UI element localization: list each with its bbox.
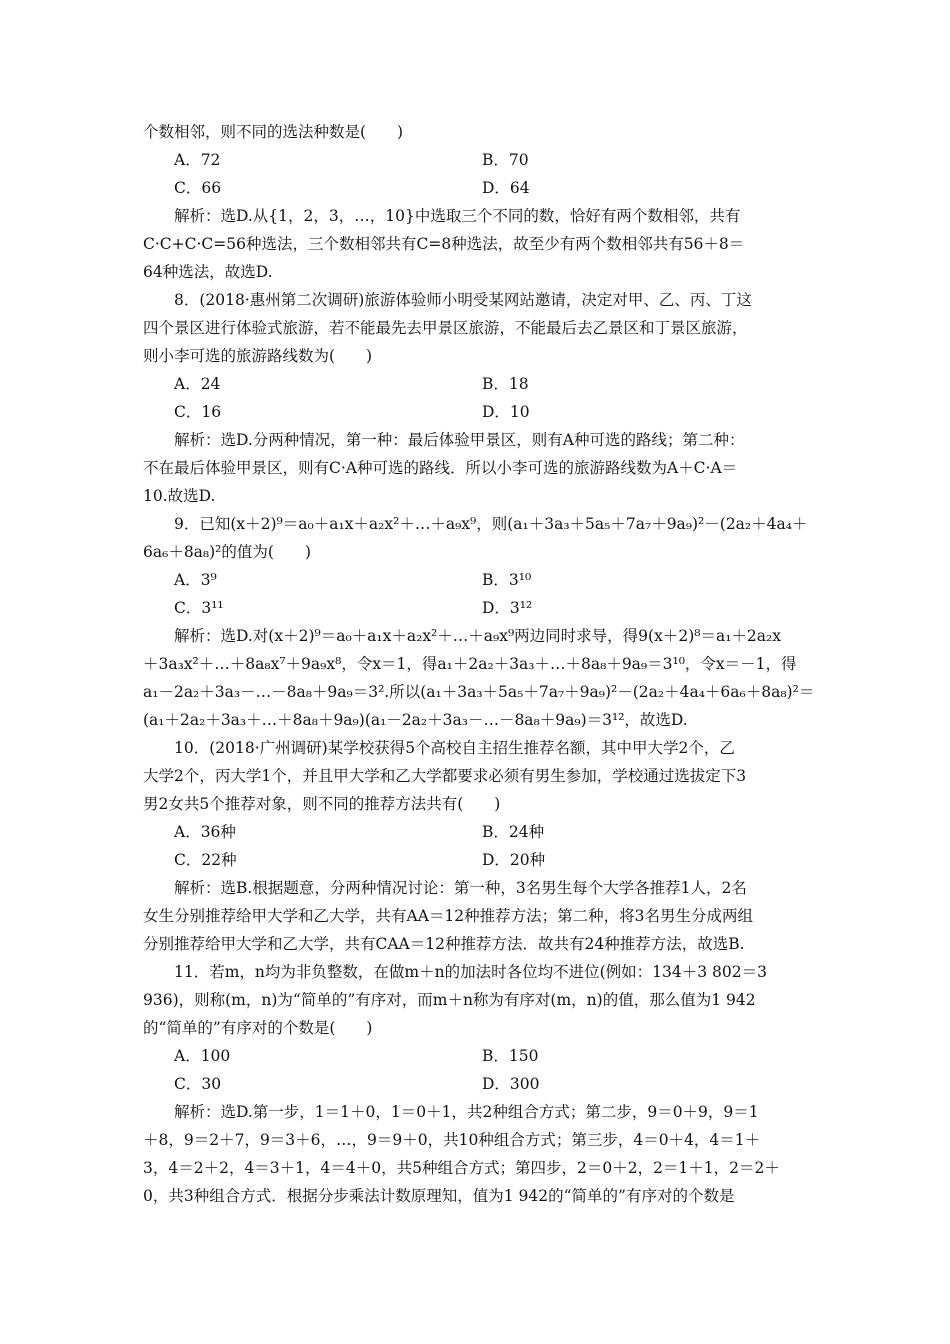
- question-10-stem: 大学2个，丙大学1个，并且甲大学和乙大学都要求必须有男生参加，学校通过选拔定下3: [143, 767, 747, 785]
- question-10-stem: 男2女共5个推荐对象，则不同的推荐方法共有( ): [143, 795, 501, 813]
- analysis-line: 分别推荐给甲大学和乙大学，共有CAA＝12种推荐方法．故共有24种推荐方法，故选B.: [143, 935, 745, 953]
- options-row: [143, 370, 811, 398]
- options-row: [143, 818, 811, 846]
- analysis-line: 0，共3种组合方式．根据分步乘法计数原理知，值为1 942的“简单的”有序对的个数是: [143, 1187, 735, 1205]
- option-c: C．30: [174, 1075, 222, 1093]
- analysis-line: ＋8，9＝2＋7，9＝3＋6，…，9＝9＋0，共10种组合方式；第三步，4＝0＋4，4＝1＋: [143, 1131, 761, 1149]
- question-11-stem: 的“简单的”有序对的个数是( ): [143, 1019, 373, 1037]
- option-d: D．3¹²: [482, 599, 533, 617]
- option-b: B．150: [482, 1047, 539, 1065]
- question-9-stem: 9．已知(x＋2)⁹＝a₀＋a₁x＋a₂x²＋…＋a₉x⁹，则(a₁＋3a₃＋5a₅＋7a₇＋9a₉)²－(2a₂＋4a₄＋: [174, 515, 808, 533]
- option-c: C．3¹¹: [174, 599, 224, 617]
- option-c: C．16: [174, 403, 222, 421]
- options-row: [143, 566, 811, 594]
- intro-line: 个数相邻，则不同的选法种数是( ): [143, 123, 404, 141]
- options-row: [143, 1070, 811, 1098]
- question-8-stem: 8．(2018·惠州第二次调研)旅游体验师小明受某网站邀请，决定对甲、乙、丙、丁这: [174, 291, 752, 309]
- options-row: [143, 846, 811, 874]
- option-c: C．66: [174, 179, 222, 197]
- analysis-line: 解析：选D.第一步，1＝1＋0，1＝0＋1，共2种组合方式；第二步，9＝0＋9，9＝1: [174, 1103, 759, 1121]
- question-8-stem: 四个景区进行体验式旅游，若不能最先去甲景区旅游，不能最后去乙景区和丁景区旅游，: [143, 319, 748, 337]
- options-row: [143, 1042, 811, 1070]
- options-row: [143, 146, 811, 174]
- analysis-line: 解析：选B.根据题意，分两种情况讨论：第一种，3名男生每个大学各推荐1人，2名: [174, 879, 747, 897]
- analysis-line: 解析：选D.分两种情况，第一种：最后体验甲景区，则有A种可选的路线；第二种：: [174, 431, 745, 449]
- analysis-line: a₁－2a₂＋3a₃－…－8a₈＋9a₉＝3².所以(a₁＋3a₃＋5a₅＋7a₇＋9a₉)²－(2a₂＋4a₄＋6a₆＋8a₈)²＝: [143, 683, 815, 701]
- analysis-line: 解析：选D.对(x＋2)⁹＝a₀＋a₁x＋a₂x²＋…＋a₉x⁹两边同时求导，得9(x＋2)⁸＝a₁＋2a₂x: [174, 627, 781, 645]
- option-b: B．3¹⁰: [482, 571, 532, 589]
- analysis-line: 解析：选D.从{1，2，3，…，10}中选取三个不同的数，恰好有两个数相邻，共有: [174, 207, 741, 225]
- question-10-stem: 10．(2018·广州调研)某学校获得5个高校自主招生推荐名额，其中甲大学2个，乙: [174, 739, 735, 757]
- analysis-line: 不在最后体验甲景区，则有C·A种可选的路线．所以小李可选的旅游路线数为A＋C·A＝: [143, 459, 738, 477]
- option-b: B．70: [482, 151, 529, 169]
- question-11-stem: 936)，则称(m，n)为“简单的”有序对，而m＋n称为有序对(m，n)的值，那么值为1 942: [143, 991, 756, 1009]
- option-a: A．72: [174, 151, 221, 169]
- option-b: B．18: [482, 375, 529, 393]
- option-a: A．100: [174, 1047, 231, 1065]
- option-c: C．22种: [174, 851, 237, 869]
- analysis-line: 64种选法，故选D.: [143, 263, 273, 281]
- option-d: D．300: [482, 1075, 540, 1093]
- analysis-line: 10.故选D.: [143, 487, 216, 505]
- option-d: D．10: [482, 403, 530, 421]
- question-8-stem: 则小李可选的旅游路线数为( ): [143, 347, 373, 365]
- analysis-line: (a₁＋2a₂＋3a₃＋…＋8a₈＋9a₉)(a₁－2a₂＋3a₃－…－8a₈＋9a₉)＝3¹²，故选D.: [143, 711, 688, 729]
- question-11-stem: 11．若m，n均为非负整数，在做m＋n的加法时各位均不进位(例如：134＋3 802＝3: [174, 963, 767, 981]
- question-9-stem: 6a₆＋8a₈)²的值为( ): [143, 543, 311, 561]
- content-column: [143, 118, 815, 1210]
- options-row: [143, 398, 811, 426]
- options-row: [143, 594, 811, 622]
- analysis-line: C·C+C·C=56种选法，三个数相邻共有C=8种选法，故至少有两个数相邻共有56＋8＝: [143, 235, 745, 253]
- option-d: D．20种: [482, 851, 546, 869]
- option-b: B．24种: [482, 823, 545, 841]
- options-row: [143, 174, 811, 202]
- option-d: D．64: [482, 179, 530, 197]
- option-a: A．36种: [174, 823, 236, 841]
- option-a: A．3⁹: [174, 571, 217, 589]
- analysis-line: 3，4＝2＋2，4＝3＋1，4＝4＋0，共5种组合方式；第四步，2＝0＋2，2＝1＋1，2＝2＋: [143, 1159, 780, 1177]
- analysis-line: 女生分别推荐给甲大学和乙大学，共有AA＝12种推荐方法；第二种，将3名男生分成两组: [143, 907, 753, 925]
- analysis-line: ＋3a₃x²＋…＋8a₈x⁷＋9a₉x⁸，令x＝1，得a₁＋2a₂＋3a₃＋…＋8a₈＋9a₉＝3¹⁰，令x＝－1，得: [143, 655, 797, 673]
- option-a: A．24: [174, 375, 221, 393]
